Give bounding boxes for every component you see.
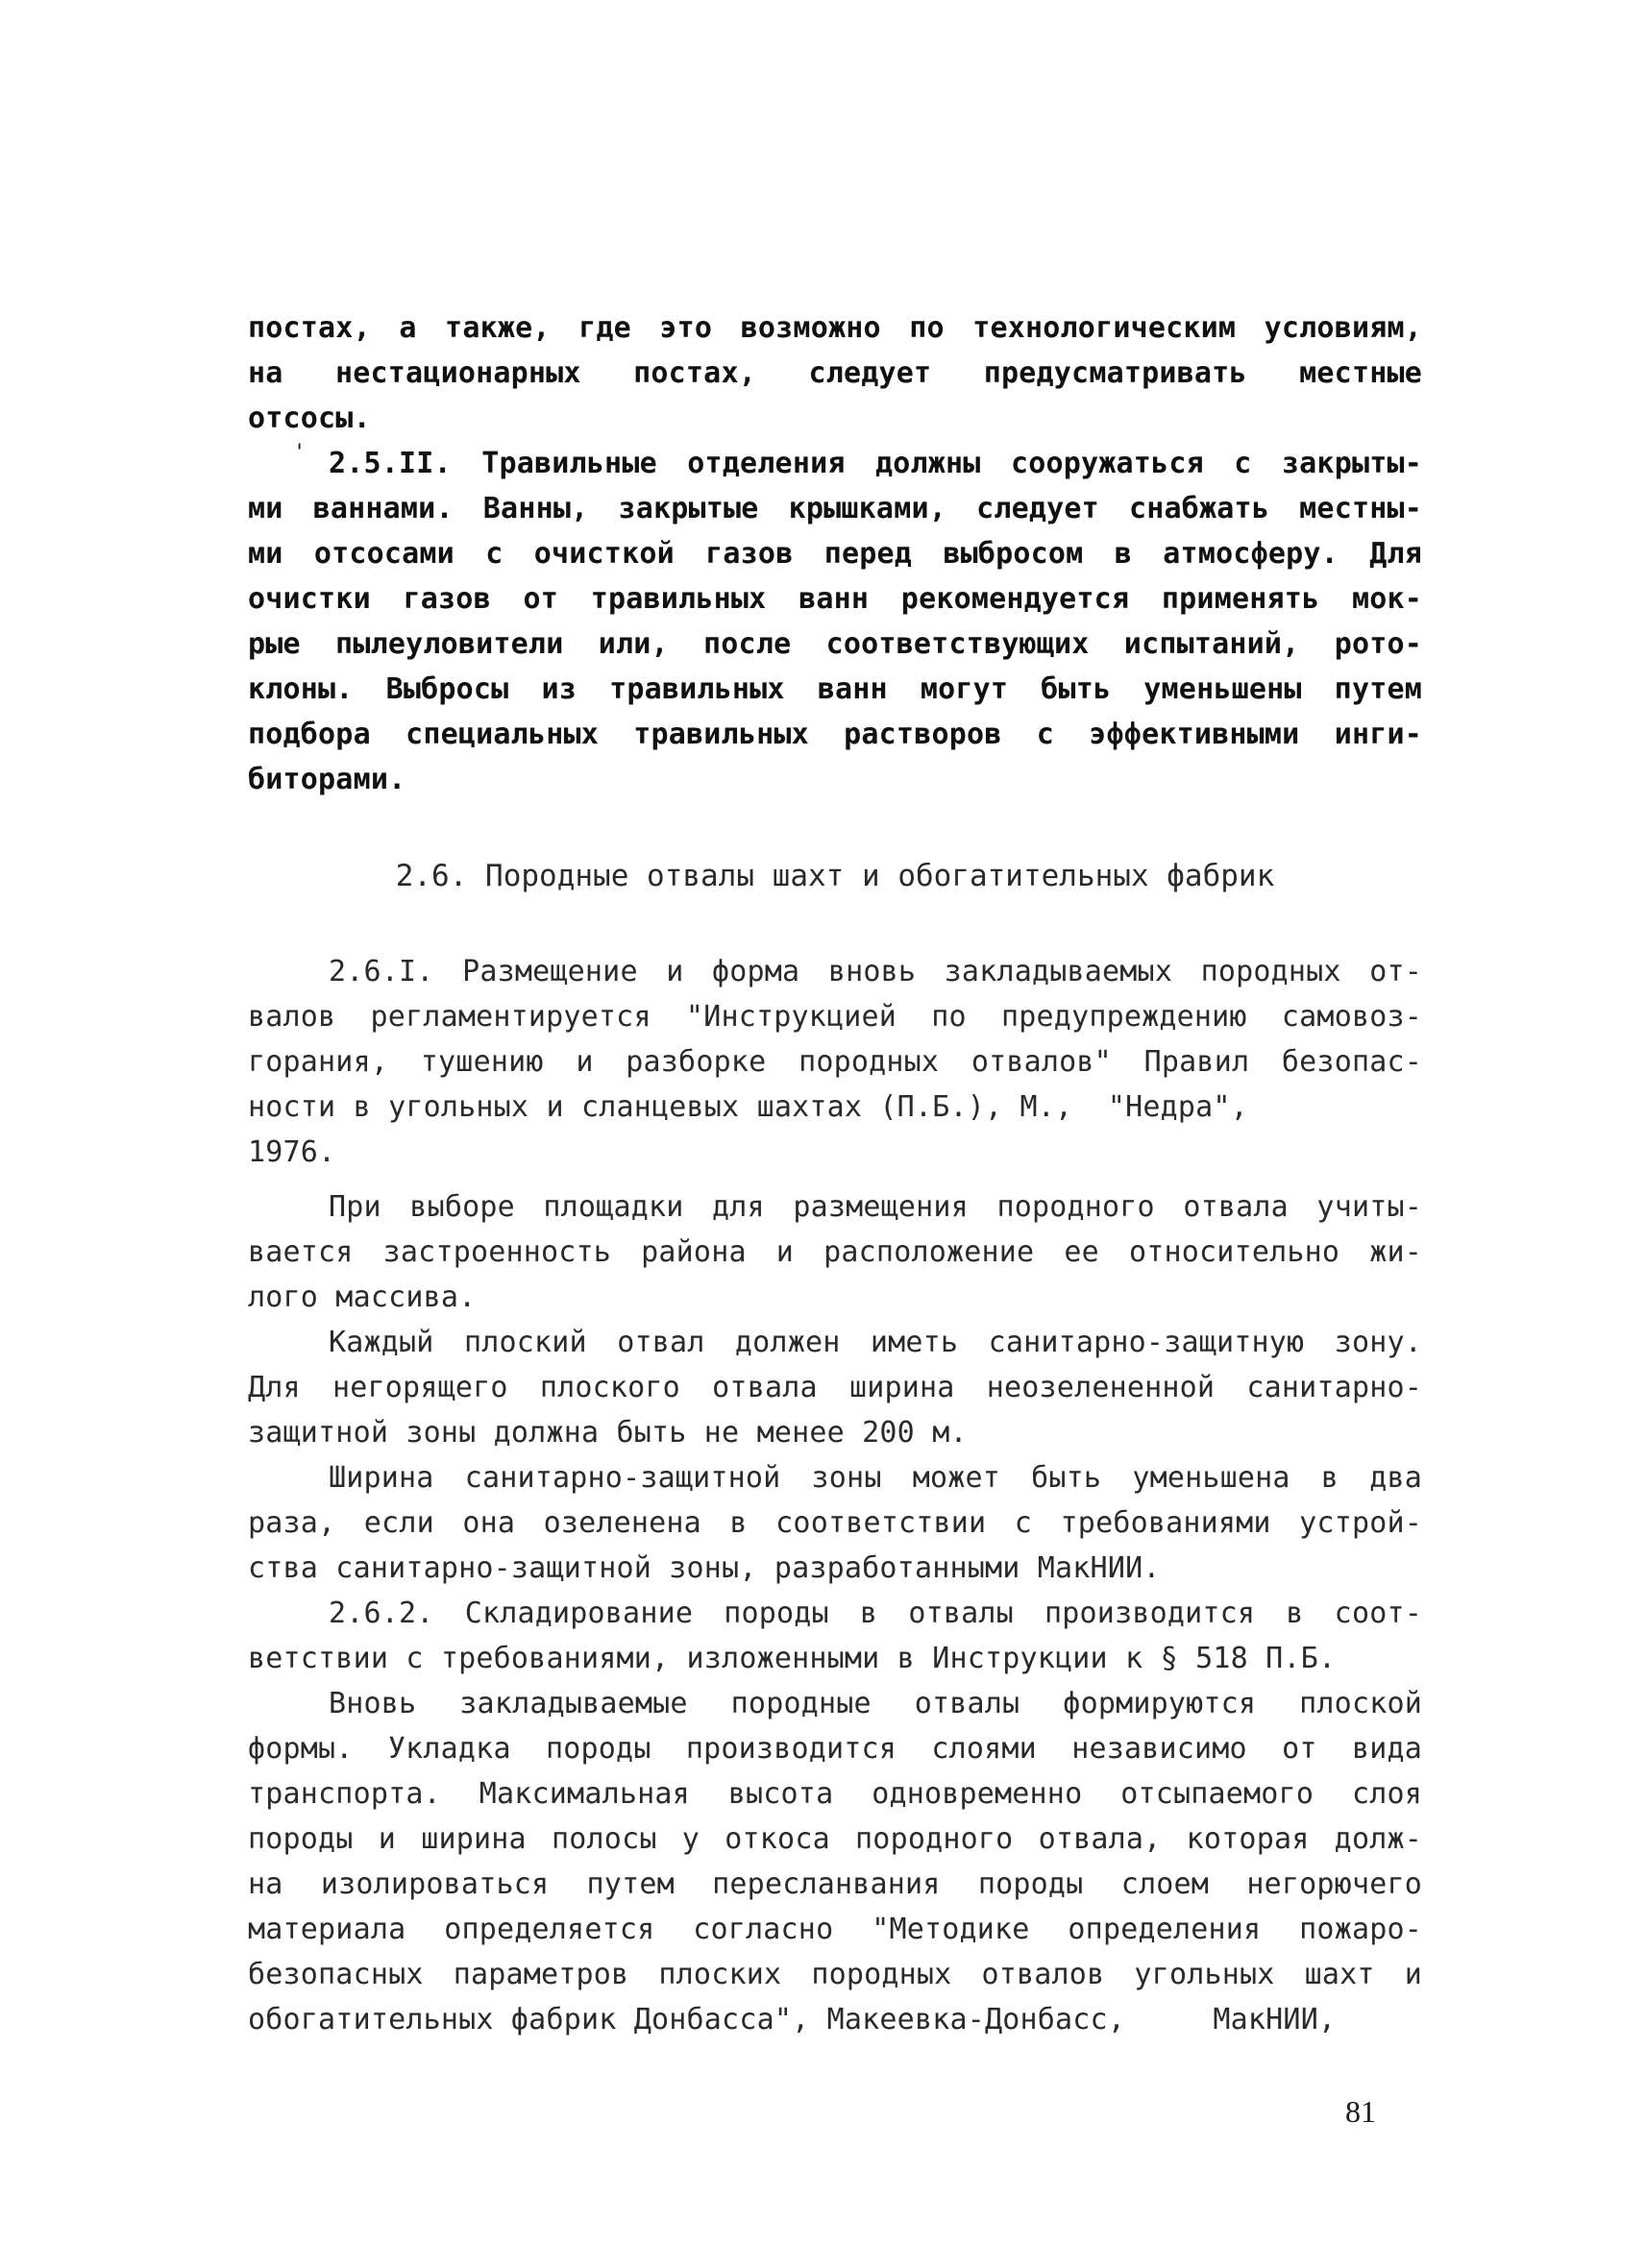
text-line: очистки газов от травильных ванн рекомендуется применять мок- xyxy=(248,582,1422,616)
text-line: раза, если она озеленена в соответствии с требованиями устрой- xyxy=(248,1506,1422,1540)
text-body xyxy=(248,305,1422,2188)
text-line: рые пылеуловители или, после соответствующих испытаний, рото- xyxy=(248,627,1422,661)
paragraph-sanitary-zone xyxy=(248,1320,1422,1455)
text-line: безопасных параметров плоских породных отвалов угольных шахт и xyxy=(248,1958,1422,1991)
page-number: 81 xyxy=(1345,2094,1376,2129)
text-line: отсосы. xyxy=(248,402,371,435)
paragraph-pickling-departments xyxy=(248,441,1422,802)
paragraph-dump-formation xyxy=(248,1681,1422,2042)
text-line: Ширина санитарно-защитной зоны может быть уменьшена в два xyxy=(329,1461,1422,1495)
text-line: на нестационарных постах, следует предусматривать местные xyxy=(248,356,1422,390)
text-line: Каждый плоский отвал должен иметь санитарно-защитную зону. xyxy=(329,1326,1422,1359)
text-line: ства санитарно-защитной зоны, разработанными МакНИИ. xyxy=(248,1551,1161,1585)
text-line: защитной зоны должна быть не менее 200 м. xyxy=(248,1416,968,1450)
text-line: ветствии с требованиями, изложенными в Инструкции к § 518 П.Б. xyxy=(248,1642,1337,1675)
text-line: клоны. Выбросы из травильных ванн могут быть уменьшены путем xyxy=(248,672,1422,706)
text-line: 2.5.II. Травильные отделения должны сооружаться с закрыты- xyxy=(329,447,1422,480)
text-line: обогатительных фабрик Донбасса", Макеевка-Донбасс, МакНИИ, xyxy=(248,2003,1337,2036)
paragraph-zone-reduction xyxy=(248,1455,1422,1591)
text-line: постах, а также, где это возможно по технологическим условиям, xyxy=(248,311,1422,345)
section-heading: 2.6. Породные отвалы шахт и обогатительных фабрик xyxy=(395,859,1275,893)
text-line: Для негорящего плоского отвала ширина неозелененной санитарно- xyxy=(248,1371,1422,1404)
text-line: 2.6.I. Размещение и форма вновь закладываемых породных от- xyxy=(329,955,1422,988)
text-line: вается застроенность района и расположение ее относительно жи- xyxy=(248,1235,1422,1269)
text-line: При выборе площадки для размещения породного отвала учиты- xyxy=(329,1190,1422,1224)
text-line: на изолироваться путем пересланвания породы слоем негорючего xyxy=(248,1867,1422,1901)
text-line: подбора специальных травильных растворов с эффективными инги- xyxy=(248,718,1422,751)
paragraph-placement xyxy=(248,949,1422,1175)
text-line: ности в угольных и сланцевых шахтах (П.Б.), М., "Недра", xyxy=(248,1090,1248,1124)
text-line: породы и ширина полосы у откоса породного отвала, которая долж- xyxy=(248,1822,1422,1856)
text-line: Вновь закладываемые породные отвалы формируются плоской xyxy=(329,1687,1422,1720)
text-line: 1976. xyxy=(248,1135,336,1169)
text-line: горания, тушению и разборке породных отвалов" Правил безопас- xyxy=(248,1045,1422,1079)
text-line: биторами. xyxy=(248,763,406,796)
text-line: 2.6.2. Складирование породы в отвалы производится в соот- xyxy=(329,1597,1422,1630)
text-line: формы. Укладка породы производится слоями независимо от вида xyxy=(248,1732,1422,1766)
paragraph-site-selection xyxy=(248,1184,1422,1320)
paragraph-local-exhaust xyxy=(248,305,1422,441)
text-line: ми отсосами с очисткой газов перед выбросом в атмосферу. Для xyxy=(248,537,1422,571)
margin-marker: ' xyxy=(293,441,307,465)
text-line: материала определяется согласно "Методике определения пожаро- xyxy=(248,1913,1422,1946)
text-line: транспорта. Максимальная высота одновременно отсыпаемого слоя xyxy=(248,1777,1422,1811)
text-line: ми ваннами. Ванны, закрытые крышками, следует снабжать местны- xyxy=(248,492,1422,525)
text-line: валов регламентируется "Инструкцией по предупреждению самовоз- xyxy=(248,1000,1422,1034)
paragraph-storage xyxy=(248,1591,1422,1681)
text-line: лого массива. xyxy=(248,1280,477,1314)
